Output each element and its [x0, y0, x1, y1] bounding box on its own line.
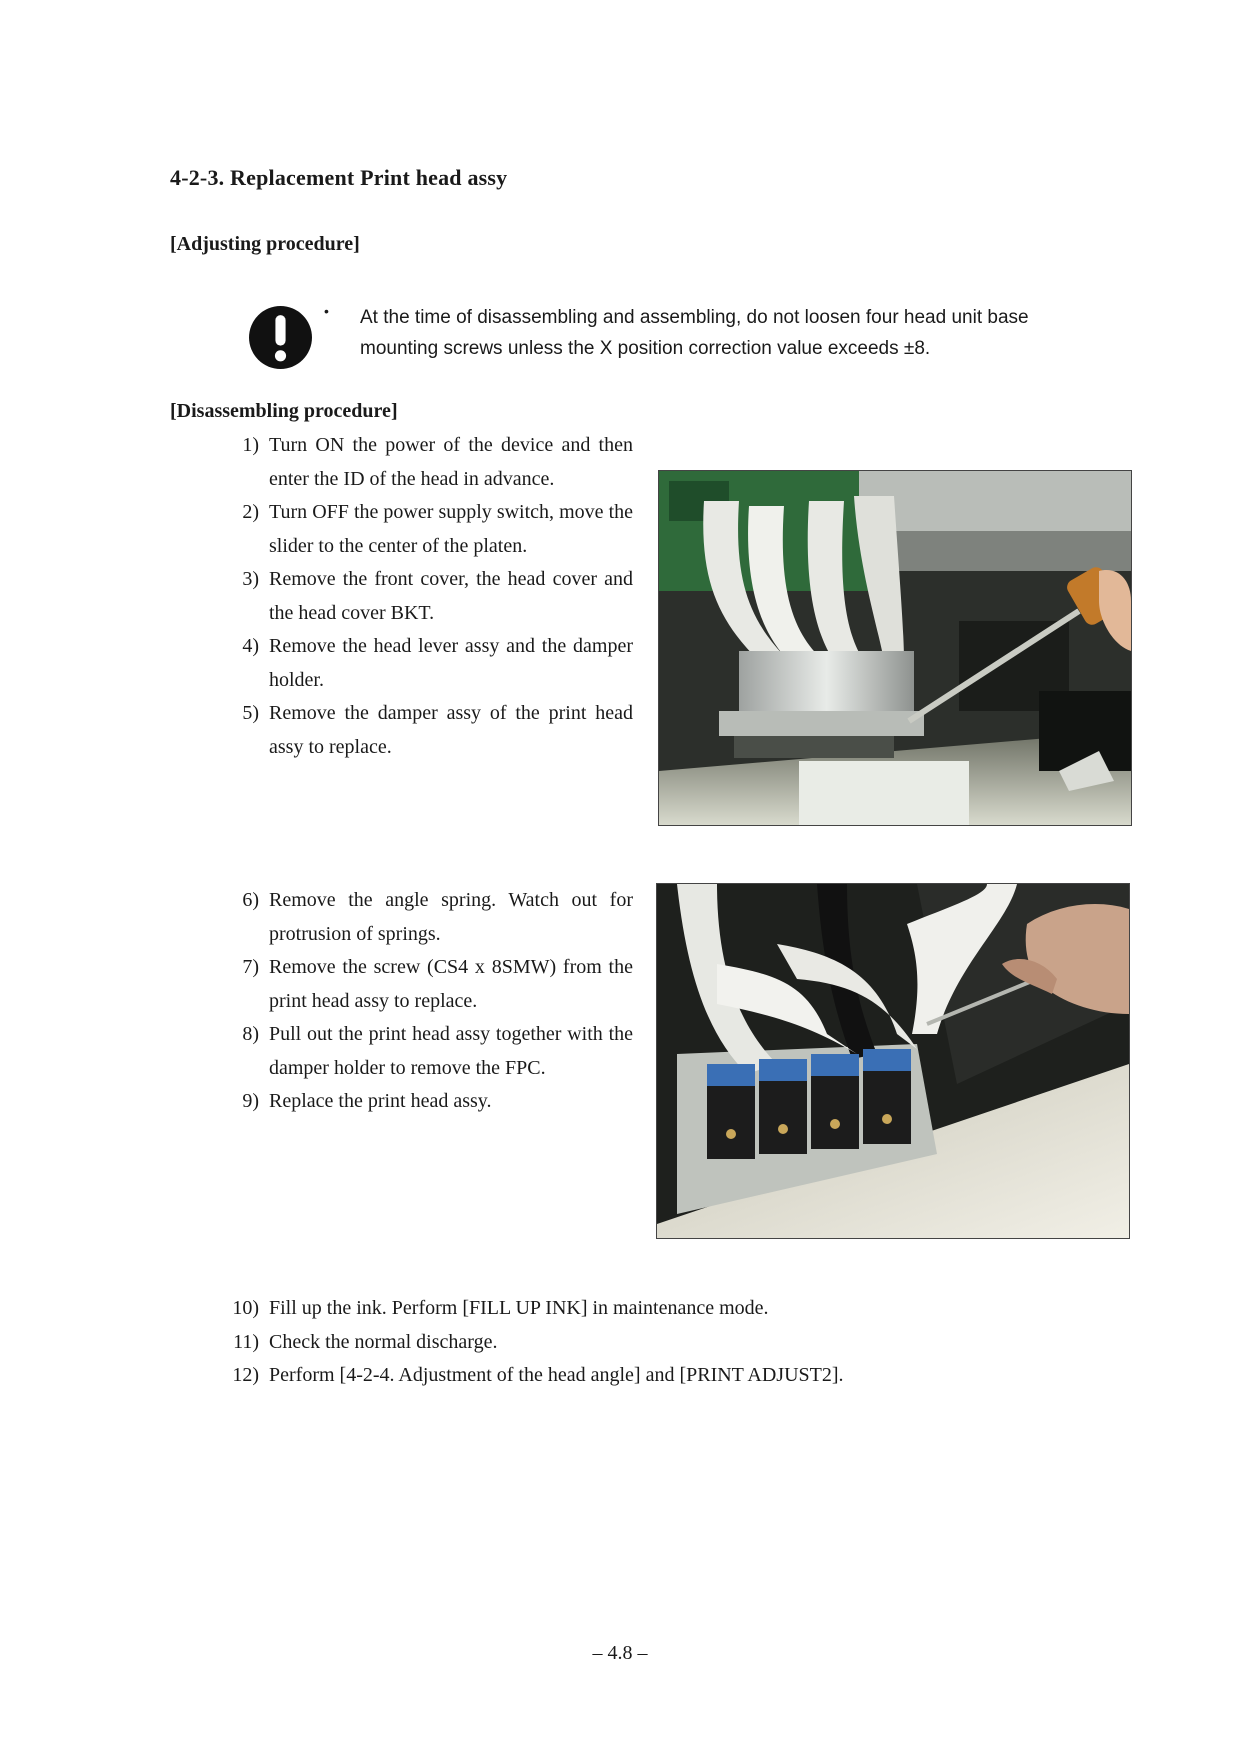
caution-text: At the time of disassembling and assembling, do not loosen four head unit base mounting screws unless the X position correction value exceeds ±8. [360, 307, 1029, 359]
step-number: 5) [242, 702, 259, 724]
step-number: 10) [232, 1297, 259, 1319]
step-item [215, 429, 633, 496]
photo-head-unit-screwdriver [658, 470, 1132, 826]
page-number [0, 1642, 1240, 1665]
step-item [215, 697, 633, 764]
step-text: Remove the front cover, the head cover and the head cover BKT. [269, 568, 633, 624]
step-text: Remove the damper assy of the print head assy to replace. [269, 702, 633, 758]
step-list-10-12 [215, 1292, 975, 1393]
step-text: Pull out the print head assy together with the damper holder to remove the FPC. [269, 1023, 633, 1079]
step-item [215, 1085, 633, 1119]
step-item [215, 951, 633, 1018]
step-number: 9) [242, 1090, 259, 1112]
step-number: 1) [242, 434, 259, 456]
step-number: 3) [242, 568, 259, 590]
step-list-6-9 [215, 884, 633, 1119]
step-item [215, 630, 633, 697]
step-text: Remove the screw (CS4 x 8SMW) from the print head assy to replace. [269, 956, 633, 1012]
disassembling-procedure-heading: [Disassembling procedure] [170, 400, 398, 422]
step-text: Remove the angle spring. Watch out for protrusion of springs. [269, 889, 633, 945]
step-text: Turn ON the power of the device and then enter the ID of the head in advance. [269, 434, 633, 490]
section-title: 4-2-3. Replacement Print head assy [170, 165, 508, 190]
adjusting-procedure-heading: [Adjusting procedure] [170, 233, 360, 255]
step-text: Replace the print head assy. [269, 1090, 492, 1112]
step-list-1-5 [215, 429, 633, 764]
step-number: 6) [242, 889, 259, 911]
step-number: 2) [242, 501, 259, 523]
step-item [215, 1292, 975, 1326]
step-number: 11) [233, 1330, 259, 1353]
step-number: 7) [242, 956, 259, 978]
step-number: 8) [242, 1023, 259, 1045]
step-item [215, 1326, 975, 1360]
step-item [215, 1359, 975, 1393]
step-text: Turn OFF the power supply switch, move the slider to the center of the platen. [269, 501, 633, 557]
page-number-text: – 4.8 – [592, 1642, 648, 1664]
step-text: Remove the head lever assy and the damper holder. [269, 635, 633, 691]
step-number: 12) [232, 1364, 259, 1386]
exclamation-caution-icon [248, 305, 313, 370]
step-text: Check the normal discharge. [269, 1330, 498, 1353]
step-text: Fill up the ink. Perform [FILL UP INK] in maintenance mode. [269, 1297, 769, 1319]
step-text: Perform [4-2-4. Adjustment of the head angle] and [PRINT ADJUST2]. [269, 1364, 844, 1386]
step-number: 4) [242, 635, 259, 657]
step-item [215, 563, 633, 630]
step-item [215, 496, 633, 563]
step-item [215, 1018, 633, 1085]
caution-bullet: • [324, 303, 329, 319]
step-item [215, 884, 633, 951]
photo-print-heads-tweezers [656, 883, 1130, 1239]
